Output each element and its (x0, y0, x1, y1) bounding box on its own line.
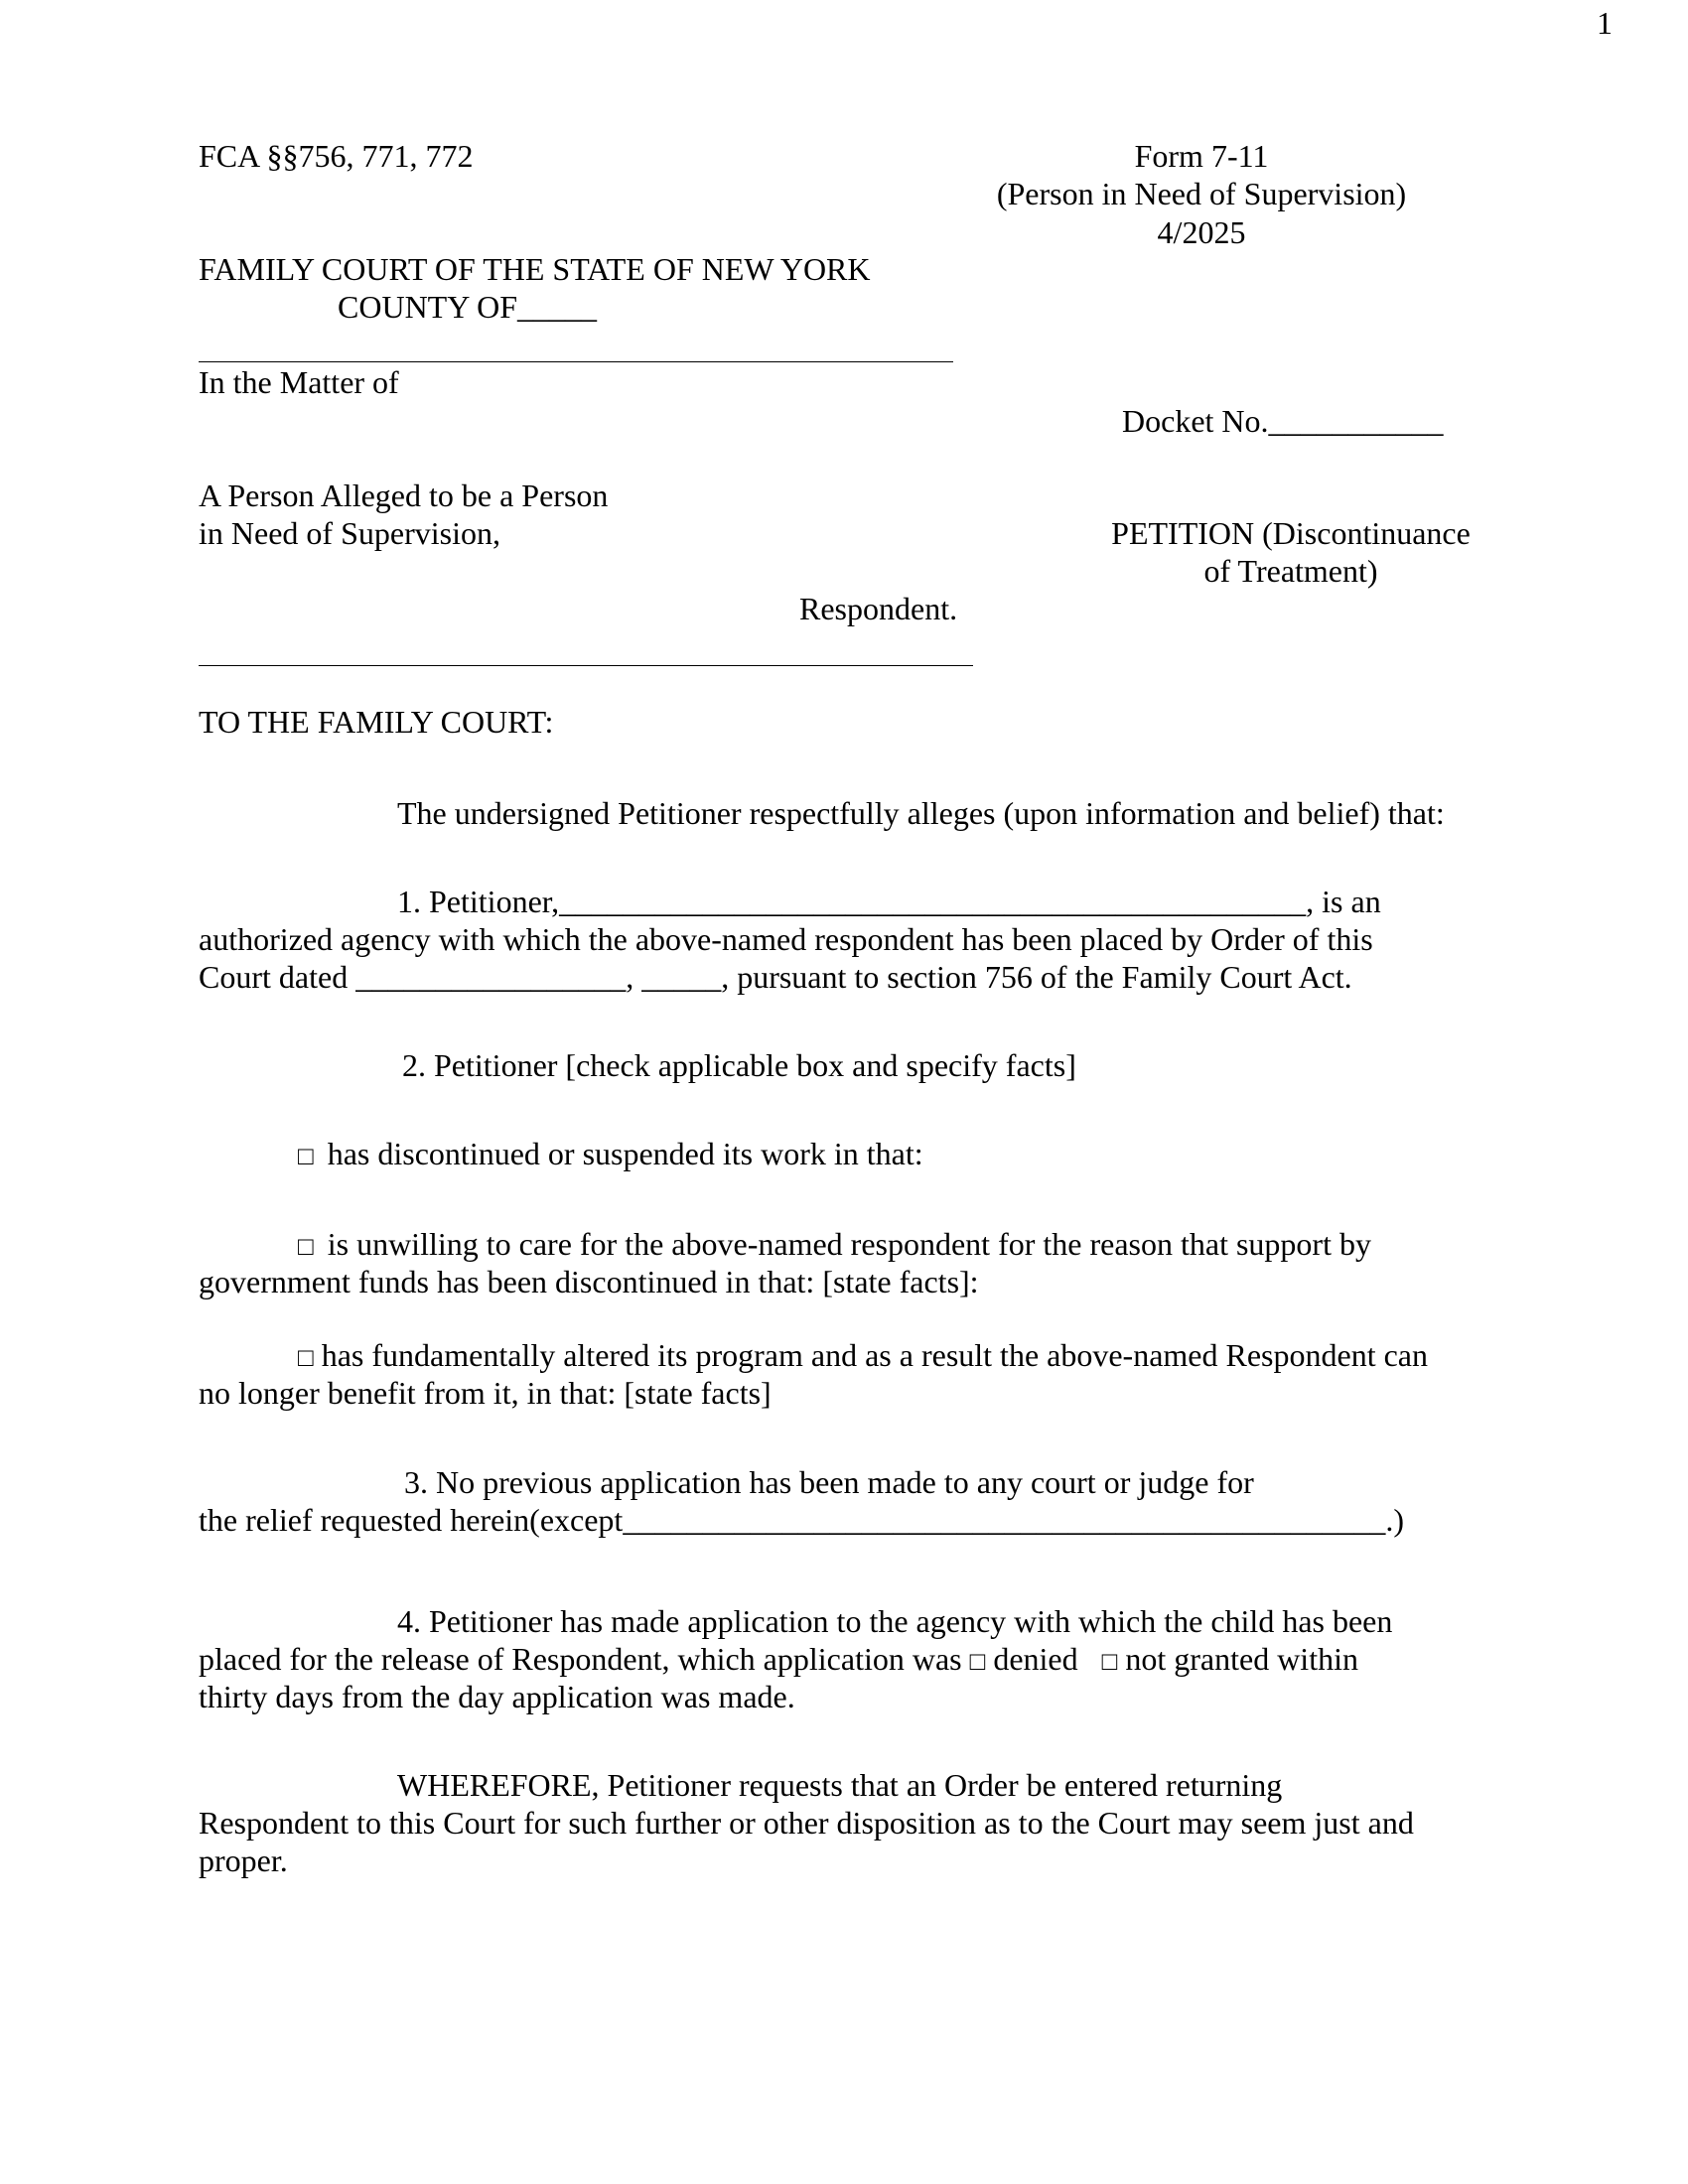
para1-line3[interactable]: Court dated _________________, _____, pursuant to section 756 of the Family Court Act. (199, 959, 1352, 995)
respondent-label: Respondent. (799, 591, 958, 626)
option2-label: is unwilling to care for the above-named respondent for the reason that support by (327, 1226, 1371, 1262)
not-granted-checkbox[interactable]: □ (1101, 1647, 1118, 1676)
option3-line2: no longer benefit from it, in that: [state facts] (199, 1375, 772, 1411)
option2-checkbox[interactable]: □ (298, 1232, 314, 1261)
party-description-line2: in Need of Supervision, (199, 515, 500, 551)
para3-line2[interactable]: the relief requested herein(except________________________________________________.) (199, 1502, 1404, 1538)
para4-line2-text: placed for the release of Respondent, which application was (199, 1641, 962, 1677)
document-title (1082, 514, 1499, 591)
county-field[interactable]: COUNTY OF_____ (338, 289, 598, 325)
statute-reference: FCA §§756, 771, 772 (199, 138, 474, 174)
caption-top-rule (199, 361, 953, 362)
salutation: TO THE FAMILY COURT: (199, 704, 554, 740)
option2-line1 (298, 1225, 1371, 1263)
para1-line2: authorized agency with which the above-named respondent has been placed by Order of this (199, 921, 1373, 957)
party-description-line1: A Person Alleged to be a Person (199, 478, 609, 513)
document-title-line1: PETITION (Discontinuance (1111, 515, 1471, 551)
wherefore-line3: proper. (199, 1843, 288, 1878)
page-number: 1 (1597, 5, 1613, 41)
court-name: FAMILY COURT OF THE STATE OF NEW YORK (199, 251, 871, 287)
para4-line3: thirty days from the day application was made. (199, 1679, 795, 1714)
not-granted-label: not granted within (1125, 1641, 1358, 1677)
wherefore-line1: WHEREFORE, Petitioner requests that an Order be entered returning (397, 1767, 1283, 1803)
denied-checkbox[interactable]: □ (969, 1647, 986, 1676)
wherefore-line2: Respondent to this Court for such further or other disposition as to the Court may seem just and (199, 1805, 1414, 1841)
option3-checkbox[interactable]: □ (298, 1343, 314, 1372)
para4-line1: 4. Petitioner has made application to the agency with which the child has been (397, 1603, 1393, 1639)
matter-label: In the Matter of (199, 364, 399, 400)
option1-checkbox[interactable]: □ (298, 1142, 314, 1170)
option1 (298, 1135, 923, 1172)
para3-line1: 3. No previous application has been made to any court or judge for (404, 1464, 1254, 1500)
document-title-line2: of Treatment) (1203, 553, 1378, 590)
para2-heading: 2. Petitioner [check applicable box and specify facts] (402, 1047, 1076, 1083)
form-subtitle: (Person in Need of Supervision) (996, 176, 1407, 212)
option1-label: has discontinued or suspended its work in that: (327, 1136, 923, 1171)
form-header-block (953, 137, 1450, 251)
form-number: Form 7-11 (1134, 138, 1269, 174)
option3-label: has fundamentally altered its program and as a result the above-named Respondent can (321, 1337, 1428, 1373)
option3-line1 (298, 1336, 1428, 1374)
form-date: 4/2025 (1157, 213, 1246, 250)
docket-field[interactable]: Docket No.___________ (1122, 403, 1444, 439)
caption-bottom-rule (199, 665, 973, 666)
para4-line2 (199, 1640, 1358, 1678)
denied-label: denied (993, 1641, 1078, 1677)
option2-line2: government funds has been discontinued in that: [state facts]: (199, 1264, 979, 1299)
intro-paragraph: The undersigned Petitioner respectfully alleges (upon information and belief) that: (397, 795, 1445, 831)
para1-line1[interactable]: 1. Petitioner,_______________________________________________, is an (397, 884, 1381, 919)
